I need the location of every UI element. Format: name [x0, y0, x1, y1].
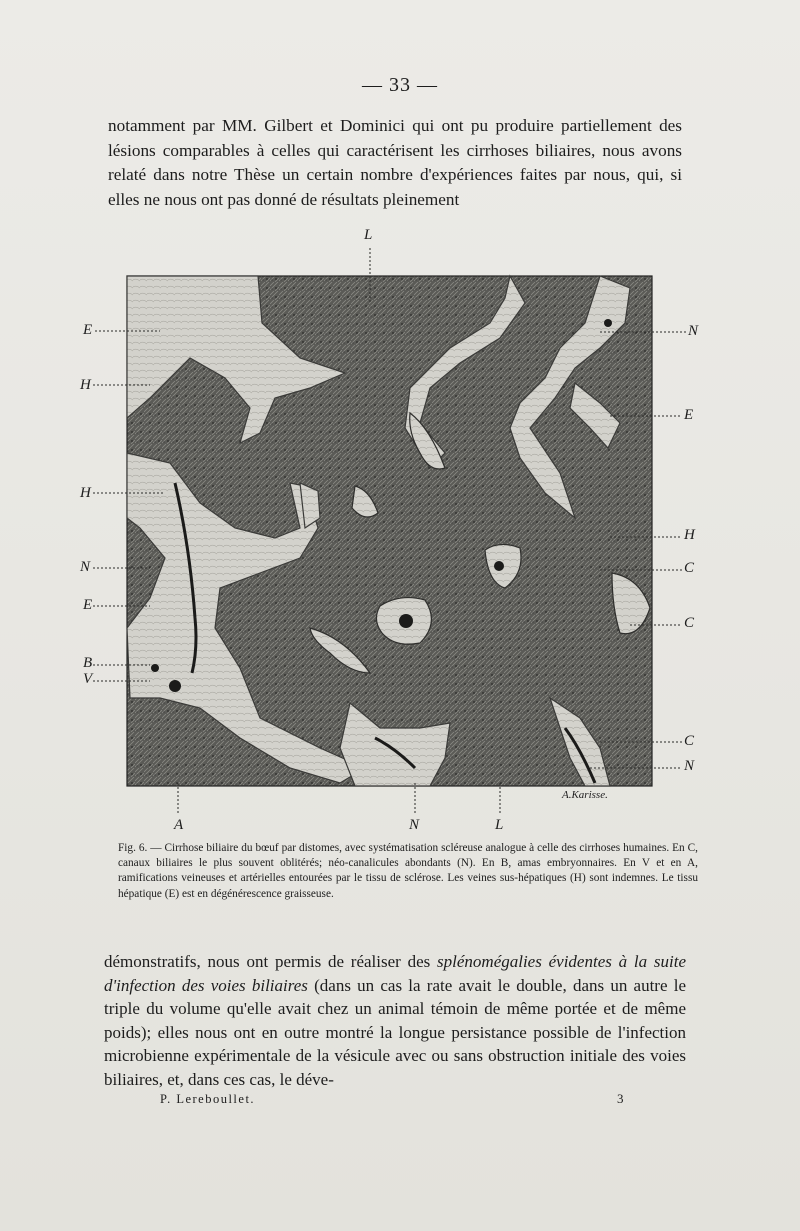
- label-h-left-2: H: [80, 485, 91, 501]
- label-a-bottom: A: [174, 817, 184, 833]
- label-b-left: B: [83, 655, 93, 671]
- footer-author: P. Lereboullet.: [160, 1092, 256, 1106]
- label-h-left-1: H: [80, 377, 91, 393]
- body-bottom-italic: splénomégalies évidentes à la suite d'infection des voies biliaires: [104, 952, 687, 995]
- label-l-bottom: L: [495, 817, 504, 833]
- label-n-bottom: N: [409, 817, 420, 833]
- label-n-left: N: [80, 559, 91, 575]
- page-number: — 33 —: [362, 74, 438, 96]
- label-e-left-1: E: [83, 322, 93, 338]
- label-c-right-2: C: [684, 615, 695, 631]
- body-bottom-text-1: démonstratifs, nous ont permis de réaliser des: [104, 952, 438, 971]
- label-v-left: V: [83, 671, 93, 687]
- footer-signature-mark: 3: [617, 1091, 624, 1106]
- label-l-top: L: [364, 227, 373, 243]
- body-bottom-text-2: (dans un cas la rate avait le double, dans un autre le triple du volume qu'elle avait chez un animal témoin de même portée et de même poids); elles nous ont en outre montré la longue persistance possible de l'infection microbienne expérimentale de la vésicule avec ou sans obstruction initiale des voies biliaires, et, dans ces cas, le déve-: [104, 975, 686, 1089]
- figure-caption: Fig. 6. — Cirrhose biliaire du bœuf par distomes, avec systématisation scléreuse analogue à celle des cirrhoses humaines. En C, canaux biliaires le plus souvent oblitérés; néo-canalicules abondants (N). En B, amas embryonnaires. En V et en A, ramifications veineuses et artérielles entourées par le tissu de sclérose. Les veines sus-hépatiques (H) sont indemnes. Le tissu hépatique (E) est en dégénérescence graisseuse.: [118, 842, 698, 900]
- body-paragraph-bottom: [104, 950, 686, 1091]
- label-c-right-1: C: [684, 560, 695, 576]
- label-n-right-1: N: [688, 323, 699, 339]
- histology-illustration: [0, 228, 800, 840]
- label-n-right-2: N: [684, 758, 695, 774]
- engraver-signature: A.Karisse.: [562, 789, 608, 801]
- label-e-left-2: E: [83, 597, 93, 613]
- body-paragraph-top: notamment par MM. Gilbert et Dominici qui ont pu produire partiellement des lésions comparables à celles qui caractérisent les cirrhoses biliaires, nous avons relaté dans notre Thèse un certain nombre d'expériences faites par nous, qui, si elles ne nous ont pas donné de résultats pleinement: [108, 116, 682, 209]
- label-e-right: E: [684, 407, 694, 423]
- label-h-right: H: [684, 527, 695, 543]
- figure-liver-histology: [0, 228, 800, 840]
- label-c-right-3: C: [684, 733, 695, 749]
